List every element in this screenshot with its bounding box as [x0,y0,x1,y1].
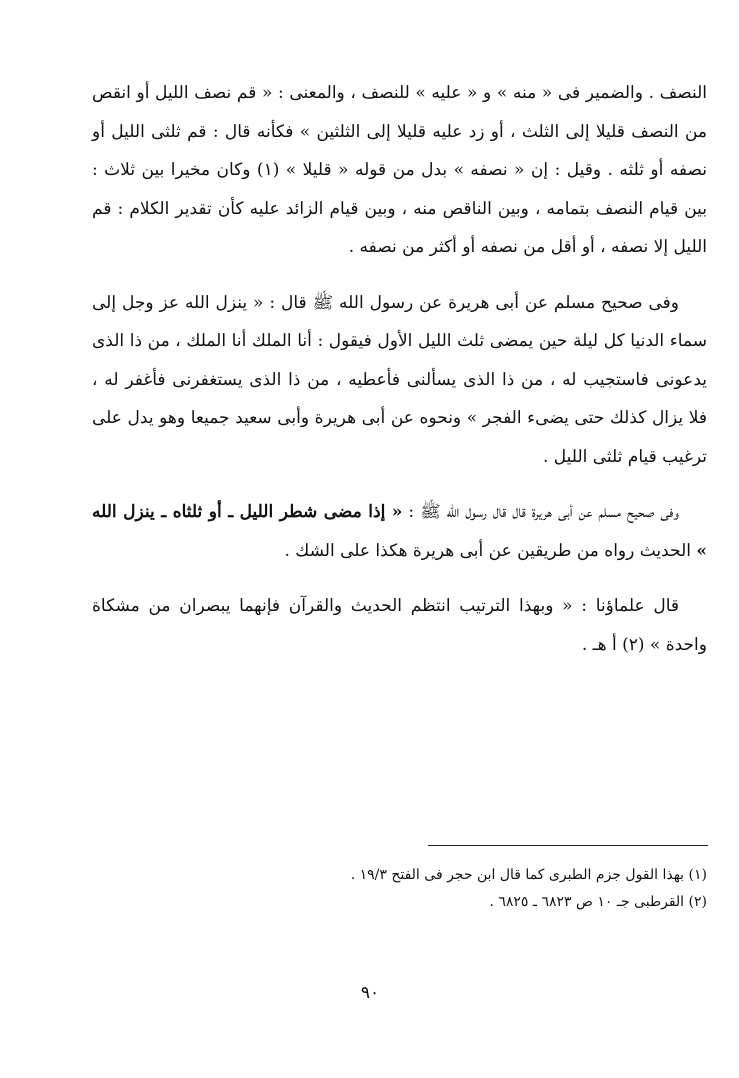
paragraph-4: قال علماؤنا : « وبهذا الترتيب انتظم الحديث والقرآن فإنهما يبصران من مشكاة واحدة » (٢) أ هـ . [92,596,707,655]
page-number: ٩٠ [360,983,380,1003]
main-text [92,74,707,664]
paragraph-3-lead: وفى صحيح مسلم عن أبى هريرة قال قال رسول الله ﷺ : [402,502,679,522]
paragraph-2: وفى صحيح مسلم عن أبى هريرة عن رسول الله ﷺ قال : « ينزل الله عز وجل إلى سماء الدنيا كل ليلة حين يمضى ثلث الليل الأول فيقول : أنا الملك أنا الملك ، من ذا الذى يدعونى فاستجيب له ، من ذا الذى يسألنى فأعطيه ، من ذا الذى يستغفرنى فأغفر له ، فلا يزال كذلك حتى يضىء الفجر » ونحوه عن أبى هريرة وأبى سعيد جميعا وهو يدل على ترغيب قيام ثلثى الليل . [92,292,707,467]
footnote-divider [428,845,708,846]
hadith-quote: « إذا مضى شطر الليل ـ أو ثلثاه ـ ينزل الله » [92,502,707,561]
paragraph-3 [92,493,707,570]
paragraph-3-tail: الحديث رواه من طريقين عن أبى هريرة هكذا على الشك . [284,540,697,561]
footnote-2: (٢) القرطبى جـ ١٠ ص ٦٨٢٣ ـ ٦٨٢٥ . [489,894,707,910]
paragraph-1: النصف . والضمير فى « منه » و « عليه » للنصف ، والمعنى : « قم نصف الليل أو انقص من النصف قليلا إلى الثلث ، أو زد عليه قليلا إلى الثلثين » فكأنه قال : قم ثلثى الليل أو نصفه أو ثلثه . وقيل : إن « نصفه » بدل من قوله « قليلا » (١) وكان مخيرا بين ثلاث : بين قيام النصف بتمامه ، وبين الناقص منه ، وبين قيام الزائد عليه كأن تقدير الكلام : قم الليل إلا نصفه ، أو أقل من نصفه أو أكثر من نصفه . [92,83,708,257]
footnotes [92,862,707,916]
footnote-1: (١) بهذا القول جزم الطبرى كما قال ابن حجر فى الفتح ١٩/٣ . [350,867,707,883]
